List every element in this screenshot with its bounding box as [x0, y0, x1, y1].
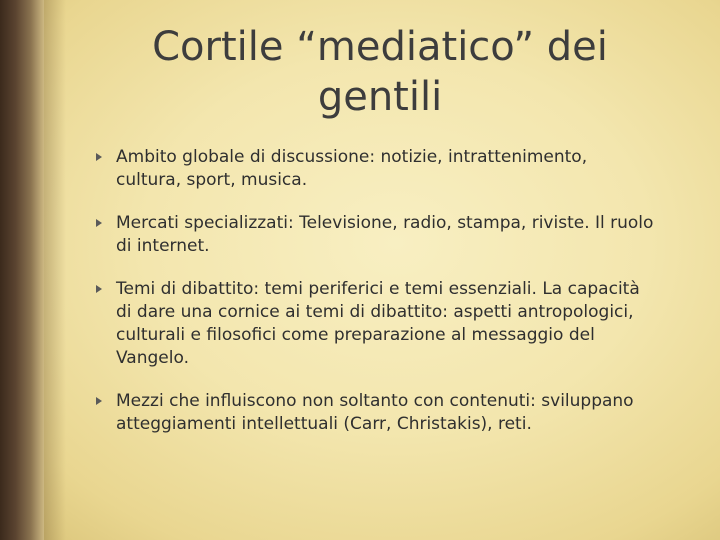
- bullet-item: [96, 278, 656, 370]
- slide-title: Cortile “mediatico” dei gentili: [152, 24, 608, 120]
- bullet-list: [96, 146, 656, 456]
- bullet-item: [96, 390, 656, 436]
- bullet-text: Mezzi che influiscono non soltanto con contenuti: sviluppano atteggiamenti intellettuali (Carr, Christakis), reti.: [116, 391, 634, 434]
- bullet-text: Temi di dibattito: temi periferici e temi essenziali. La capacità di dare una cornice ai temi di dibattito: aspetti antropologici, culturali e filosofici come preparazione al messaggio del Vangelo.: [116, 279, 640, 368]
- book-spine: [0, 0, 44, 540]
- page-fold-shadow: [44, 0, 66, 540]
- triangle-bullet-icon: [96, 219, 102, 227]
- triangle-bullet-icon: [96, 397, 102, 405]
- bullet-text: Ambito globale di discussione: notizie, intrattenimento, cultura, sport, musica.: [116, 147, 588, 190]
- bullet-item: [96, 212, 656, 258]
- triangle-bullet-icon: [96, 285, 102, 293]
- bullet-item: [96, 146, 656, 192]
- bullet-text: Mercati specializzati: Televisione, radio, stampa, riviste. Il ruolo di internet.: [116, 213, 654, 256]
- triangle-bullet-icon: [96, 153, 102, 161]
